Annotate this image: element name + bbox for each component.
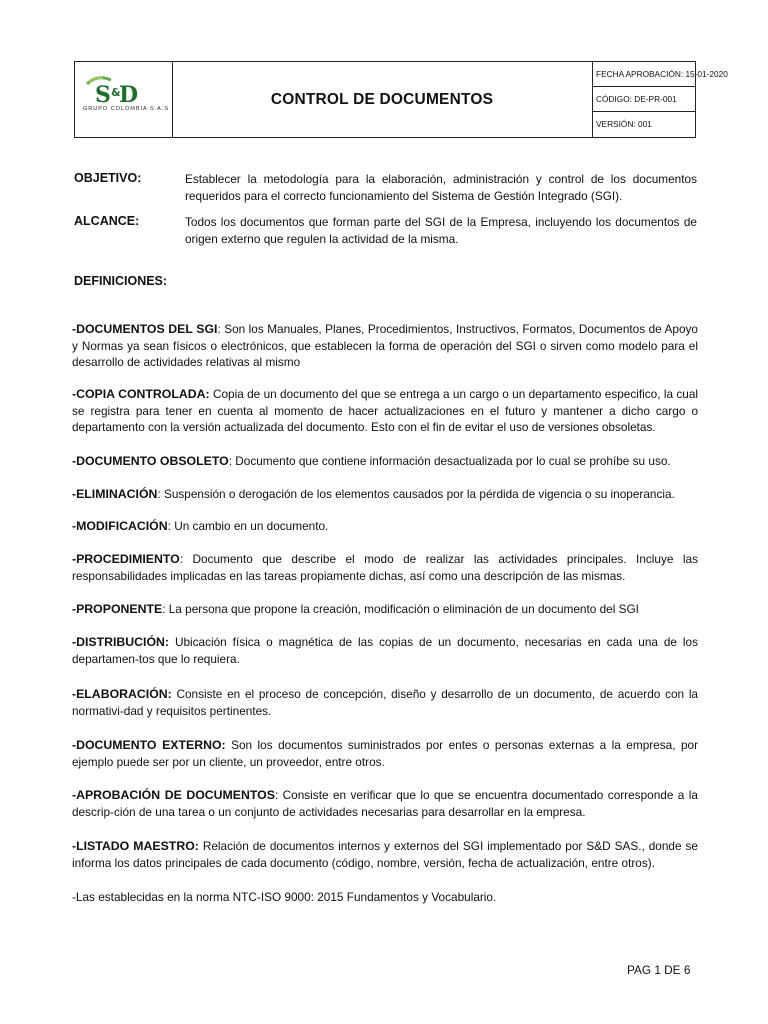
def-text: : Son los Manuales, Planes, Procedimientos, Instructivos, Formatos, Documentos de Apoyo y Normas ya sean físicos o electrónicos, que establecen la forma de operación del SGI o sirven como modelo para el desarrollo de actividades relativas al mismo — [72, 322, 698, 369]
svg-text:&: & — [111, 86, 121, 99]
document-title: CONTROL DE DOCUMENTOS — [270, 90, 494, 108]
alcance-text: Todos los documentos que forman parte del SGI de la Empresa, incluyendo los documentos de origen externo que regulen la actividad de la misma. — [185, 215, 697, 246]
def-term: -ELABORACIÓN: — [72, 687, 172, 701]
page-number: PAG 1 DE 6 — [627, 963, 691, 977]
def-text: Consiste en el proceso de concepción, diseño y desarrollo de un documento, de acuerdo con la normativi-dad y requisitos pertinentes. — [72, 687, 698, 718]
def-text: : Un cambio en un documento. — [167, 519, 329, 533]
def-copia-controlada — [72, 386, 698, 436]
def-text: Relación de documentos internos y externos del SGI implementado por S&D SAS., donde se informa los datos principales de cada documento (código, nombre, versión, fecha de actualización, entre otros). — [72, 839, 698, 870]
def-term: -MODIFICACIÓN — [72, 519, 168, 533]
title-cell — [172, 62, 593, 137]
definiciones-label: DEFINICIONES: — [74, 274, 168, 288]
objetivo-label: OBJETIVO: — [74, 171, 142, 185]
def-proponente — [72, 601, 698, 618]
def-elaboracion — [72, 686, 698, 719]
logo-cell — [75, 62, 173, 137]
def-documento-externo — [72, 737, 698, 770]
def-distribucion — [72, 634, 698, 667]
def-text: : Documento que contiene información desactualizada por lo cual se prohíbe su uso. — [228, 454, 671, 468]
def-eliminacion — [72, 486, 698, 503]
svg-text:S: S — [95, 82, 111, 108]
def-text: Son los documentos suministrados por entes o personas externas a la empresa, por ejemplo puede ser por un cliente, un proveedor, entre otros. — [72, 738, 698, 769]
meta-cell — [593, 62, 728, 137]
def-aprobacion-documentos — [72, 787, 698, 820]
logo-subtitle: GRUPO COLOMBIA S.A.S — [83, 106, 170, 112]
def-text: Ubicación física o magnética de las copias de un documento, necesarias en cada una de los departamen-tos que lo requiera. — [72, 635, 698, 666]
fecha-aprobacion: FECHA APROBACIÓN: 15-01-2020 — [593, 62, 695, 87]
codigo: CÓDIGO: DE-PR-001 — [593, 87, 695, 112]
def-term: -DOCUMENTOS DEL SGI — [72, 322, 218, 336]
company-logo — [81, 74, 161, 108]
def-term: -PROPONENTE — [72, 602, 163, 616]
document-header — [74, 61, 728, 138]
def-documentos-sgi — [72, 321, 698, 371]
def-text: : Documento que describe el modo de realizar las actividades principales. Incluye las responsabilidades implicadas en las tareas propiamente dichas, así como una descripción de las mismas. — [72, 552, 698, 583]
version: VERSIÓN: 001 — [596, 119, 652, 129]
def-term: -DISTRIBUCIÓN: — [72, 635, 170, 649]
def-term: -DOCUMENTO OBSOLETO — [72, 454, 229, 468]
def-documento-obsoleto — [72, 453, 698, 470]
def-text: : La persona que propone la creación, modificación o eliminación de un documento del SGI — [162, 602, 639, 616]
svg-text:D: D — [119, 82, 139, 108]
def-procedimiento — [72, 551, 698, 584]
def-term: -APROBACIÓN DE DOCUMENTOS — [72, 788, 275, 802]
norma-note: -Las establecidas en la norma NTC-ISO 9000: 2015 Fundamentos y Vocabulario. — [72, 890, 497, 904]
def-term: -ELIMINACIÓN — [72, 487, 158, 501]
def-term: -DOCUMENTO EXTERNO: — [72, 738, 226, 752]
def-text: : Consiste en verificar que lo que se encuentra documentado corresponde a la descrip-ción de una tarea o un conjunto de actividades necesarias para desarrollar en la empresa. — [72, 788, 698, 819]
def-term: -LISTADO MAESTRO: — [72, 839, 199, 853]
alcance-label: ALCANCE: — [74, 214, 140, 228]
def-term: -PROCEDIMIENTO — [72, 552, 180, 566]
def-text: : Suspensión o derogación de los elementos causados por la pérdida de vigencia o su inoperancia. — [157, 487, 675, 501]
def-listado-maestro — [72, 838, 698, 871]
def-term: -COPIA CONTROLADA: — [72, 387, 210, 401]
objetivo-text: Establecer la metodología para la elaboración, administración y control de los documentos requeridos para el correcto funcionamiento del Sistema de Gestión Integrado (SGI). — [185, 172, 697, 203]
def-modificacion — [72, 518, 698, 535]
def-text: Copia de un documento del que se entrega a un cargo o un departamento especifico, la cual se registra para tener en cuenta al momento de hacer actualizaciones en el futuro y mantener a dicho cargo o departamento con la versión actualizada del documento. Esto con el fin de evitar el uso de versiones obsoletas. — [72, 387, 699, 434]
